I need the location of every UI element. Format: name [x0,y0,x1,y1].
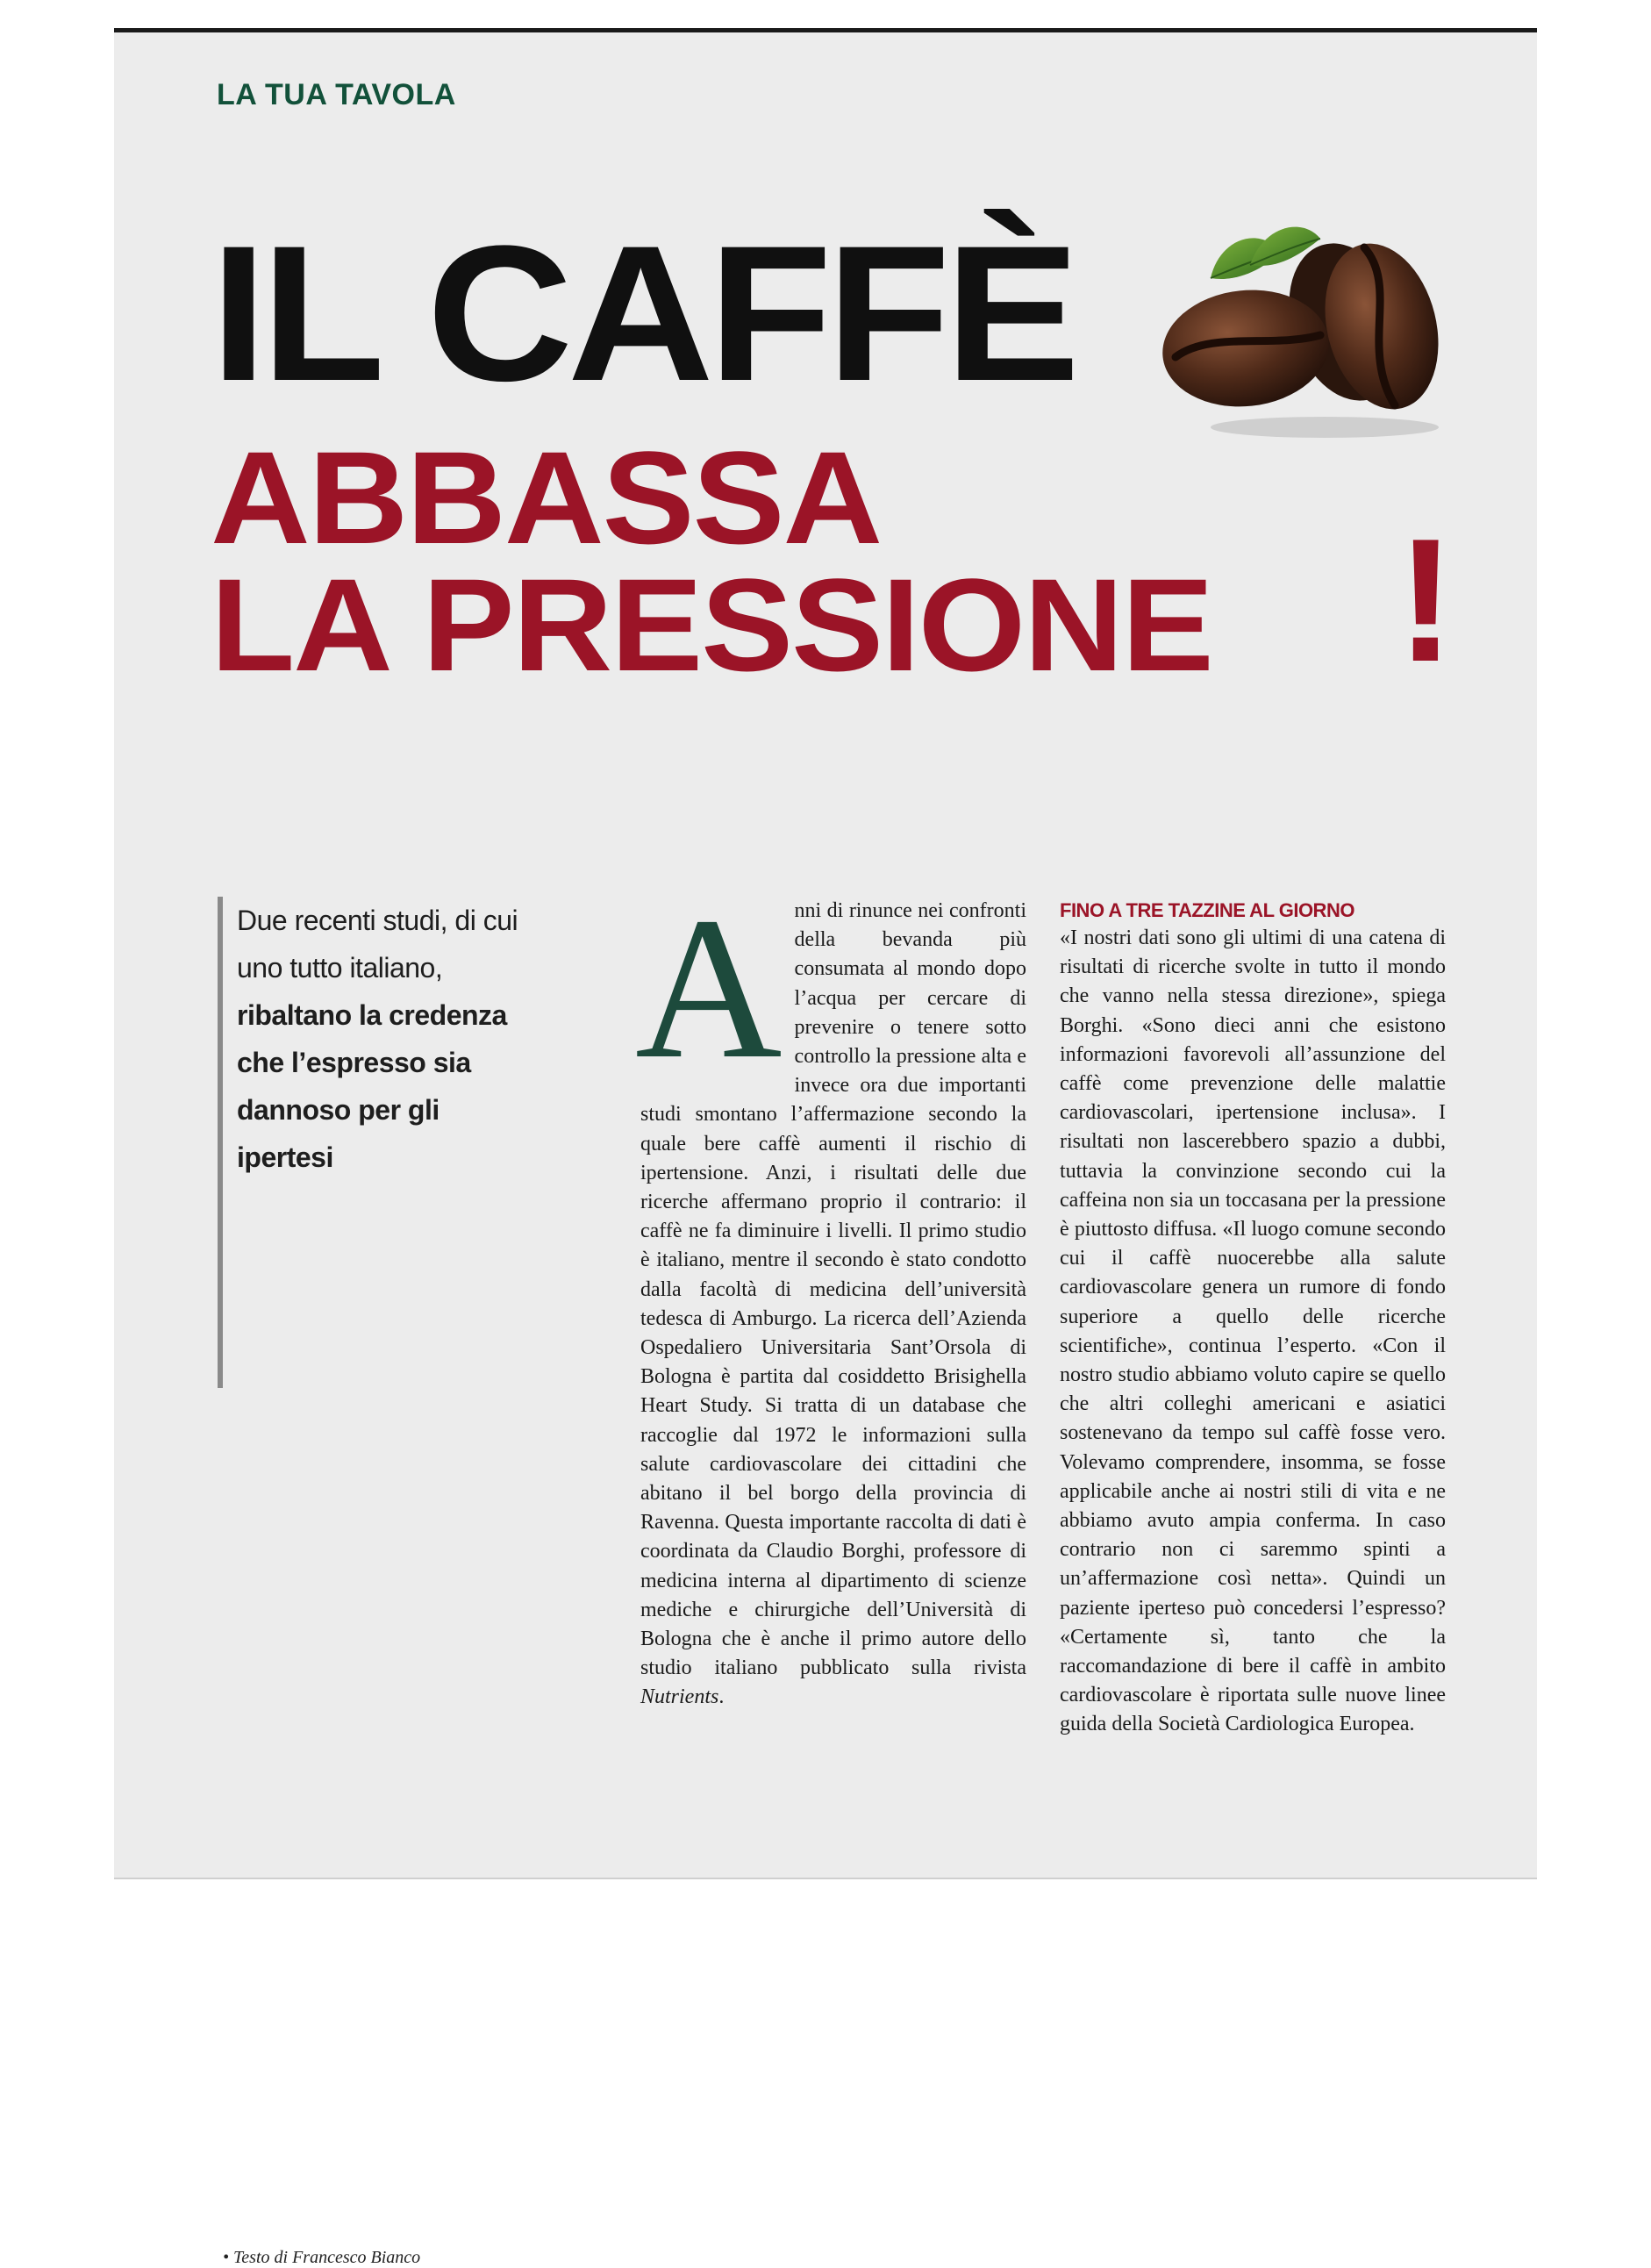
coffee-beans-icon [1158,217,1447,445]
article-column-2-text: «I nostri dati sono gli ultimi di una catena di risultati di ricerche svolte in tutto il mondo che vanno nella stessa direzione», spiega Borghi. «Sono dieci anni che esistono informazioni favorevoli all’assunzione del caffè come prevenzione delle malattie cardiovascolari, ipertensione inclusa». I risultati non lascerebbero spazio a dubbi, tuttavia la convinzione secondo cui la caffeina non sia un toccasana per la pressione è piuttosto diffusa. «Il luogo comune secondo cui il caffè nuocerebbe alla salute cardiovascolare genera un rumore di fondo superiore a quello delle ricerche scientifiche», continua l’esperto. «Con il nostro studio abbiamo voluto capire se quello che altri colleghi americani e asiatici sostenevano da tempo sul caffè fosse vero. Volevamo comprendere, insomma, se fosse applicabile anche ai nostri stili di vita e ne abbiamo avuto ampia conferma. In caso contrario non ci saremmo spinti a un’affermazione così netta». Quindi un paziente iperteso può concedersi l’espresso? «Certamente sì, tanto che la raccomandazione di bere il caffè in ambito cardiovascolare è riportata sulle nuove linee guida della Società Cardiologica Europea. [1060,927,1446,1736]
headline-exclamation: ! [1397,503,1455,698]
magazine-page [114,28,1537,2267]
intro-text [237,897,526,1181]
byline: • Testo di Francesco Bianco [223,2248,421,2267]
article-column-2 [1060,897,1446,1740]
headline-line-2: ABBASSA [211,424,882,571]
intro-text-bold: ribaltano la credenza che l’espresso sia dannoso per gli ipertesi [237,999,507,1173]
drop-cap: A [635,876,783,1101]
intro-text-regular: Due recenti studi, di cui uno tutto italiano, [237,905,518,984]
article-column-1-text: nni di rinunce nei confronti della bevanda più consumata al mondo dopo l’acqua per cercare di prevenire o tenere sotto controllo la pressione alta e invece ora due importanti studi smontano l’affermazione secondo la quale bere caffè aumenti il rischio di ipertensione. Anzi, i risultati delle due ricerche affermano proprio il contrario: il caffè ne fa diminuire i livelli. Il primo studio è italiano, mentre il secondo è stato condotto dalla facoltà di medicina dell’università tedesca di Amburgo. La ricerca dell’Azienda Ospedaliero Universitaria Sant’Orsola di Bologna è partita dal cosiddetto Brisighella Heart Study. Si tratta di un database che raccoglie dal 1972 le informazioni sulla salute cardiovascolare dei cittadini che abitano il bel borgo della provincia di Ravenna. Questa importante raccolta di dati è coordinata da Claudio Borghi, professore di medicina interna al dipartimento di scienze mediche e chirurgiche dell’Università di Bologna che è anche il primo autore dello studio italiano pubblicato sulla rivista [640,899,1026,1680]
article-column-1-end: . [718,1685,725,1709]
headline-line-1: IL CAFFÈ [211,205,1075,421]
article-subhead: FINO A TRE TAZZINE AL GIORNO [1060,899,1354,921]
headline-line-3: LA PRESSIONE [211,551,1212,698]
intro-accent-bar [218,897,223,1388]
section-label: LA TUA TAVOLA [217,78,456,111]
article-column-1 [635,876,1026,1713]
journal-name: Nutrients [640,1685,719,1709]
